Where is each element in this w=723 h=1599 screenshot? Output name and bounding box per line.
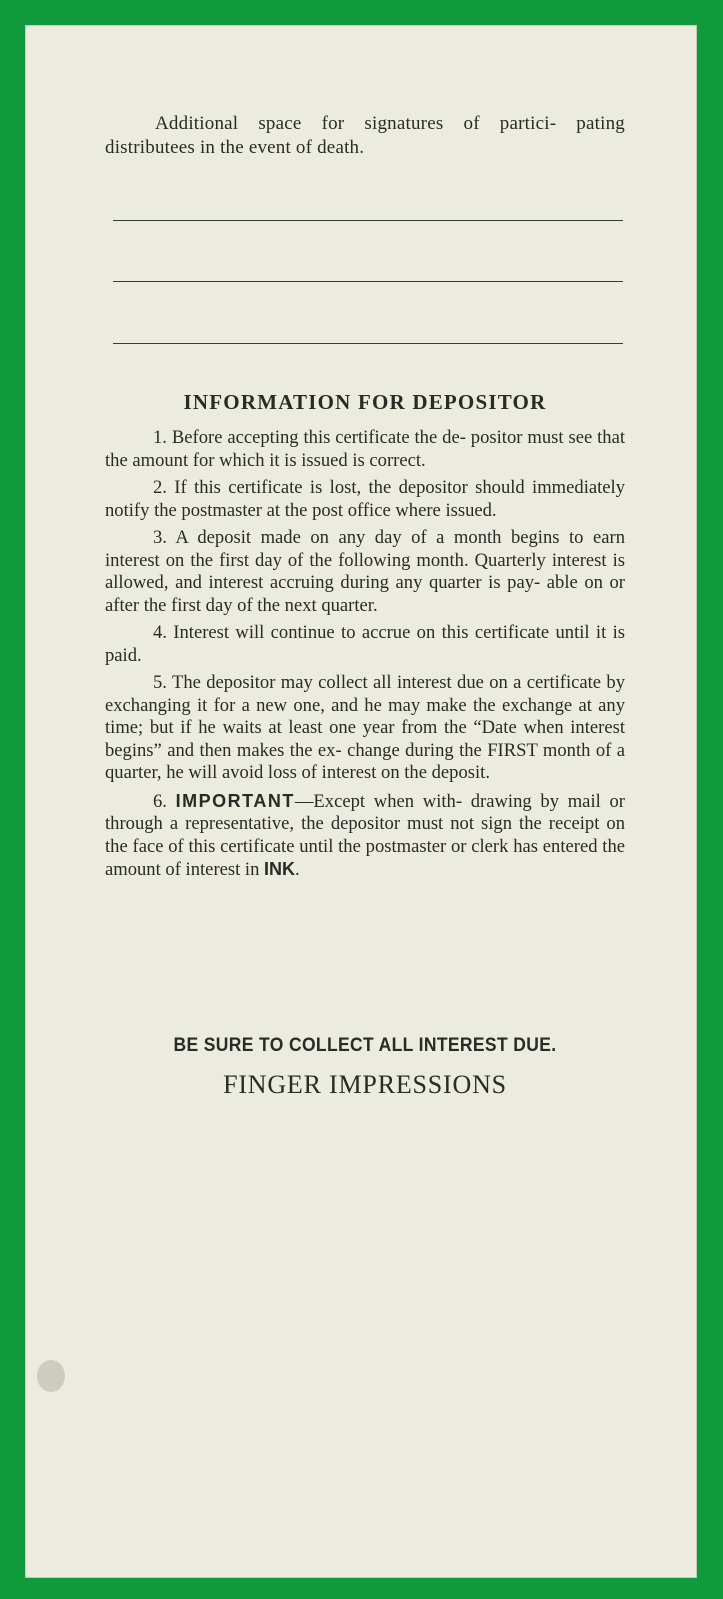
info-item-1: 1. Before accepting this certificate the de- positor must see that the amount for which it is issued is correct. [105,427,625,471]
information-heading: INFORMATION FOR DEPOSITOR [183,390,547,414]
info-item-6-number: 6. [153,790,176,812]
important-keyword: IMPORTANT [175,790,295,811]
signature-line-3[interactable] [113,343,623,344]
certificate-back [25,25,697,1578]
info-item-6-text: —Except when with- drawing by mail or through a representative, the depositor must not sign the receipt on the face of this certificate until the postmaster or clerk has entered the amount of interest in [105,790,625,880]
signature-line-1[interactable] [113,220,623,221]
info-item-5: 5. The depositor may collect all interest due on a certificate by exchanging it for a new one, and he may make the exchange at any time; but if he waits at least one year from the “Date when interest begins” and then makes the ex- change during the FIRST month of a quarter, he will avoid loss of interest on the deposit. [105,672,625,783]
ink-keyword: INK [264,859,296,879]
information-list [105,427,625,887]
signature-line-2[interactable] [113,281,623,282]
info-item-2: 2. If this certificate is lost, the depositor should immediately notify the postmaster at the post office where issued. [105,477,625,521]
signature-section [105,112,625,160]
info-item-4: 4. Interest will continue to accrue on this certificate until it is paid. [105,622,625,666]
collect-interest-notice: BE SURE TO COLLECT ALL INTEREST DUE. [173,1035,557,1056]
finger-impressions-heading: FINGER IMPRESSIONS [223,1070,507,1099]
paper-stain [37,1360,65,1392]
perforated-edge [25,19,697,29]
info-item-6 [105,790,625,882]
info-item-3: 3. A deposit made on any day of a month begins to earn interest on the first day of the following month. Quarterly interest is allowed, and interest accruing during any quarter is pay- able on or after the first day of the next quarter. [105,527,625,616]
additional-signatures-note: Additional space for signatures of partici- pating distributees in the event of death. [105,113,625,158]
info-item-6-suffix: . [295,859,300,880]
